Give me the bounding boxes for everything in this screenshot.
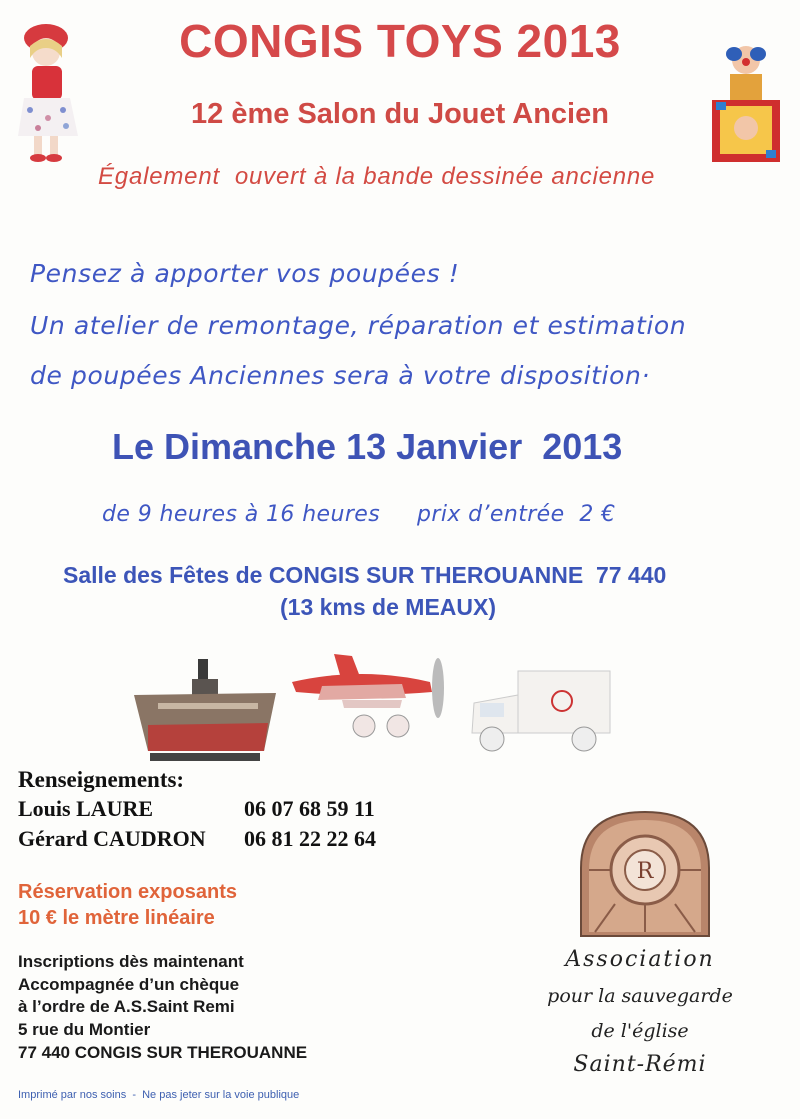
- association-line: de l'église: [591, 1020, 689, 1042]
- toy-airplane-image: [282, 648, 452, 748]
- dolls-notice-line: Pensez à apporter vos poupées !: [30, 259, 460, 288]
- inscription-line: 77 440 CONGIS SUR THEROUANNE: [18, 1043, 308, 1062]
- contact-name: Gérard CAUDRON: [18, 826, 206, 851]
- inscription-line: Inscriptions dès maintenant: [18, 952, 244, 971]
- event-venue: Salle des Fêtes de CONGIS SUR THEROUANNE 77 440: [63, 562, 667, 588]
- contact-name: Louis LAURE: [18, 796, 154, 821]
- toy-boat-image: [128, 655, 283, 765]
- toy-truck-image: [466, 663, 616, 758]
- association-line: Association: [565, 947, 715, 972]
- contact-phone[interactable]: 06 81 22 22 64: [244, 826, 376, 851]
- inscription-line: Accompagnée d’un chèque: [18, 975, 240, 994]
- contacts-heading: Renseignements:: [18, 767, 185, 792]
- inscription-line: 5 rue du Montier: [18, 1020, 151, 1039]
- dolls-notice-line: Un atelier de remontage, réparation et estimation: [30, 311, 687, 340]
- association-line: pour la sauvegarde: [547, 985, 733, 1007]
- association-line: Saint-Rémi: [573, 1052, 707, 1077]
- reservation-price: 10 € le mètre linéaire: [18, 907, 215, 929]
- stained-glass-window-emblem: [575, 808, 715, 938]
- emblem-letter: R: [636, 859, 654, 884]
- reservation-heading: Réservation exposants: [18, 881, 237, 903]
- dolls-notice-line: de poupées Anciennes sera à votre disposition·: [30, 361, 650, 390]
- jack-in-the-box-image: [706, 40, 786, 170]
- footer-note: Imprimé par nos soins - Ne pas jeter sur la voie publique: [18, 1089, 300, 1101]
- event-distance: (13 kms de MEAUX): [280, 594, 497, 620]
- event-date: Le Dimanche 13 Janvier 2013: [112, 426, 623, 467]
- poster-subtitle: 12 ème Salon du Jouet Ancien: [191, 98, 609, 130]
- event-hours-price: de 9 heures à 16 heures prix d’entrée 2 €: [102, 502, 616, 527]
- poster-title: CONGIS TOYS 2013: [179, 15, 621, 67]
- inscription-line: à l’ordre de A.S.Saint Remi: [18, 997, 235, 1016]
- doll-image: [8, 18, 88, 168]
- comic-notice: Également ouvert à la bande dessinée ancienne: [98, 163, 656, 190]
- contact-phone[interactable]: 06 07 68 59 11: [244, 796, 375, 821]
